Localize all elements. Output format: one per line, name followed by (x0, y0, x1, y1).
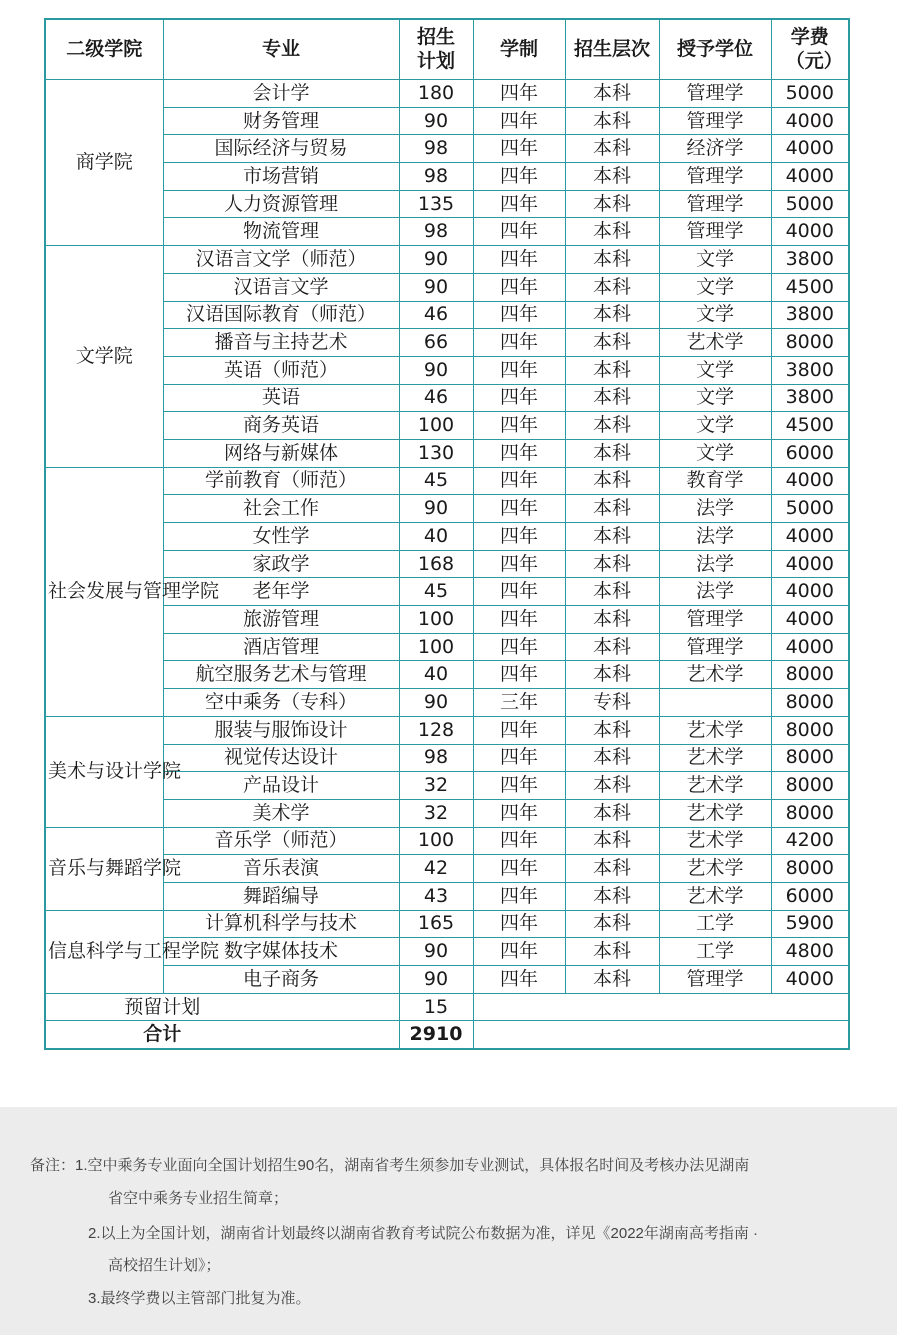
plan-cell: 40 (399, 523, 473, 551)
level-cell: 本科 (565, 938, 659, 966)
duration-cell: 四年 (473, 855, 565, 883)
fee-cell: 5000 (771, 80, 849, 108)
fee-cell: 3800 (771, 246, 849, 274)
degree-cell: 管理学 (659, 633, 771, 661)
degree-cell: 管理学 (659, 966, 771, 994)
plan-cell: 45 (399, 578, 473, 606)
level-cell: 本科 (565, 356, 659, 384)
degree-cell: 艺术学 (659, 329, 771, 357)
duration-cell: 四年 (473, 633, 565, 661)
level-cell: 本科 (565, 578, 659, 606)
table-header-row (45, 19, 849, 80)
duration-cell: 四年 (473, 246, 565, 274)
fee-cell: 4000 (771, 606, 849, 634)
major-cell: 学前教育（师范） (163, 467, 399, 495)
plan-cell: 90 (399, 356, 473, 384)
duration-cell: 四年 (473, 966, 565, 994)
level-cell: 专科 (565, 689, 659, 717)
table-row (45, 273, 849, 301)
major-cell: 音乐表演 (163, 855, 399, 883)
level-cell: 本科 (565, 218, 659, 246)
enrollment-plan-table (44, 18, 850, 1050)
duration-cell: 四年 (473, 772, 565, 800)
level-cell: 本科 (565, 190, 659, 218)
duration-cell: 四年 (473, 384, 565, 412)
fee-cell: 3800 (771, 384, 849, 412)
duration-cell: 四年 (473, 467, 565, 495)
header-fee (771, 19, 849, 80)
table-row (45, 467, 849, 495)
fee-cell: 4000 (771, 633, 849, 661)
duration-cell: 四年 (473, 80, 565, 108)
level-cell: 本科 (565, 744, 659, 772)
table-row (45, 966, 849, 994)
fee-cell: 4500 (771, 273, 849, 301)
plan-cell: 98 (399, 744, 473, 772)
table-row (45, 661, 849, 689)
major-cell: 英语（师范） (163, 356, 399, 384)
degree-cell: 管理学 (659, 218, 771, 246)
plan-cell: 90 (399, 495, 473, 523)
duration-cell: 四年 (473, 744, 565, 772)
fee-cell: 4800 (771, 938, 849, 966)
table-row (45, 190, 849, 218)
level-cell: 本科 (565, 606, 659, 634)
plan-cell: 90 (399, 689, 473, 717)
plan-cell: 100 (399, 412, 473, 440)
major-cell: 社会工作 (163, 495, 399, 523)
major-cell: 旅游管理 (163, 606, 399, 634)
duration-cell: 四年 (473, 301, 565, 329)
note-line-1: 备注：1.空中乘务专业面向全国计划招生90名，湖南省考生须参加专业测试，具体报名时间及考核办法见湖南 (30, 1157, 750, 1174)
fee-cell: 4000 (771, 550, 849, 578)
plan-cell: 42 (399, 855, 473, 883)
degree-cell: 艺术学 (659, 744, 771, 772)
degree-cell: 工学 (659, 910, 771, 938)
major-cell: 国际经济与贸易 (163, 135, 399, 163)
level-cell: 本科 (565, 384, 659, 412)
duration-cell: 四年 (473, 550, 565, 578)
level-cell: 本科 (565, 439, 659, 467)
degree-cell: 艺术学 (659, 799, 771, 827)
major-cell: 数字媒体技术 (163, 938, 399, 966)
major-cell: 物流管理 (163, 218, 399, 246)
major-cell: 舞蹈编导 (163, 882, 399, 910)
fee-cell: 4000 (771, 467, 849, 495)
fee-cell: 8000 (771, 329, 849, 357)
plan-cell: 90 (399, 246, 473, 274)
level-cell: 本科 (565, 661, 659, 689)
degree-cell: 管理学 (659, 80, 771, 108)
header-duration: 学制 (473, 19, 565, 80)
note-line-2: 2.以上为全国计划，湖南省计划最终以湖南省教育考试院公布数据为准，详见《2022年湖南高考指南 · (88, 1225, 759, 1242)
table-row (45, 107, 849, 135)
table-row (45, 135, 849, 163)
table-row (45, 246, 849, 274)
major-cell: 汉语国际教育（师范） (163, 301, 399, 329)
degree-cell: 法学 (659, 550, 771, 578)
fee-cell: 8000 (771, 744, 849, 772)
header-degree: 授予学位 (659, 19, 771, 80)
degree-cell: 艺术学 (659, 661, 771, 689)
fee-cell: 6000 (771, 439, 849, 467)
degree-cell: 文学 (659, 412, 771, 440)
header-major: 专业 (163, 19, 399, 80)
table-row (45, 716, 849, 744)
plan-cell: 90 (399, 107, 473, 135)
college-name: 音乐与舞蹈学院 (45, 827, 163, 910)
fee-cell: 4000 (771, 107, 849, 135)
fee-cell: 8000 (771, 716, 849, 744)
duration-cell: 四年 (473, 827, 565, 855)
total-label: 合计 (45, 1021, 399, 1049)
level-cell: 本科 (565, 772, 659, 800)
college-name: 文学院 (45, 246, 163, 468)
level-cell: 本科 (565, 246, 659, 274)
duration-cell: 四年 (473, 218, 565, 246)
plan-cell: 90 (399, 966, 473, 994)
major-cell: 人力资源管理 (163, 190, 399, 218)
fee-cell: 4500 (771, 412, 849, 440)
major-cell: 网络与新媒体 (163, 439, 399, 467)
degree-cell: 文学 (659, 384, 771, 412)
total-value: 2910 (399, 1021, 473, 1049)
plan-cell: 130 (399, 439, 473, 467)
fee-cell: 4000 (771, 163, 849, 191)
total-empty (473, 1021, 849, 1049)
table-row (45, 218, 849, 246)
header-fee-text: 学费（元） (785, 25, 843, 72)
major-cell: 老年学 (163, 578, 399, 606)
note-line-1-cont: 省空中乘务专业招生简章； (108, 1190, 289, 1207)
degree-cell: 文学 (659, 356, 771, 384)
fee-cell: 5000 (771, 495, 849, 523)
level-cell: 本科 (565, 135, 659, 163)
duration-cell: 四年 (473, 439, 565, 467)
degree-cell: 法学 (659, 495, 771, 523)
plan-cell: 100 (399, 633, 473, 661)
level-cell: 本科 (565, 855, 659, 883)
fee-cell: 8000 (771, 689, 849, 717)
level-cell: 本科 (565, 910, 659, 938)
fee-cell: 8000 (771, 855, 849, 883)
college-name: 社会发展与管理学院 (45, 467, 163, 716)
plan-cell: 180 (399, 80, 473, 108)
degree-cell: 法学 (659, 523, 771, 551)
plan-cell: 98 (399, 163, 473, 191)
duration-cell: 四年 (473, 495, 565, 523)
table-row (45, 689, 849, 717)
major-cell: 商务英语 (163, 412, 399, 440)
major-cell: 视觉传达设计 (163, 744, 399, 772)
duration-cell: 四年 (473, 107, 565, 135)
plan-cell: 46 (399, 384, 473, 412)
major-cell: 空中乘务（专科） (163, 689, 399, 717)
college-name: 美术与设计学院 (45, 716, 163, 827)
fee-cell: 4000 (771, 523, 849, 551)
table-row (45, 799, 849, 827)
major-cell: 英语 (163, 384, 399, 412)
degree-cell: 管理学 (659, 606, 771, 634)
table-row (45, 80, 849, 108)
degree-cell: 文学 (659, 273, 771, 301)
level-cell: 本科 (565, 495, 659, 523)
level-cell: 本科 (565, 799, 659, 827)
plan-cell: 43 (399, 882, 473, 910)
reserve-label: 预留计划 (45, 993, 399, 1021)
table-row (45, 163, 849, 191)
table-row (45, 550, 849, 578)
table-row (45, 329, 849, 357)
total-row (45, 1021, 849, 1049)
major-cell: 女性学 (163, 523, 399, 551)
fee-cell: 8000 (771, 772, 849, 800)
fee-cell: 4200 (771, 827, 849, 855)
major-cell: 会计学 (163, 80, 399, 108)
duration-cell: 四年 (473, 910, 565, 938)
table-row (45, 606, 849, 634)
degree-cell: 教育学 (659, 467, 771, 495)
table-row (45, 301, 849, 329)
table-row (45, 439, 849, 467)
major-cell: 电子商务 (163, 966, 399, 994)
level-cell: 本科 (565, 633, 659, 661)
major-cell: 产品设计 (163, 772, 399, 800)
degree-cell: 艺术学 (659, 716, 771, 744)
reserve-empty (473, 993, 849, 1021)
degree-cell: 文学 (659, 439, 771, 467)
major-cell: 市场营销 (163, 163, 399, 191)
plan-cell: 90 (399, 938, 473, 966)
level-cell: 本科 (565, 716, 659, 744)
level-cell: 本科 (565, 107, 659, 135)
college-name: 信息科学与工程学院 (45, 910, 163, 993)
degree-cell: 管理学 (659, 163, 771, 191)
major-cell: 美术学 (163, 799, 399, 827)
college-name: 商学院 (45, 80, 163, 246)
degree-cell (659, 689, 771, 717)
table-body (45, 80, 849, 1050)
note-line-2-cont: 高校招生计划》； (108, 1257, 221, 1274)
degree-cell: 文学 (659, 246, 771, 274)
major-cell: 播音与主持艺术 (163, 329, 399, 357)
degree-cell: 管理学 (659, 190, 771, 218)
table-row (45, 523, 849, 551)
level-cell: 本科 (565, 163, 659, 191)
degree-cell: 艺术学 (659, 882, 771, 910)
table-row (45, 356, 849, 384)
degree-cell: 经济学 (659, 135, 771, 163)
degree-cell: 工学 (659, 938, 771, 966)
duration-cell: 四年 (473, 716, 565, 744)
level-cell: 本科 (565, 523, 659, 551)
level-cell: 本科 (565, 273, 659, 301)
plan-cell: 45 (399, 467, 473, 495)
degree-cell: 艺术学 (659, 827, 771, 855)
plan-cell: 66 (399, 329, 473, 357)
degree-cell: 文学 (659, 301, 771, 329)
degree-cell: 艺术学 (659, 855, 771, 883)
duration-cell: 四年 (473, 273, 565, 301)
level-cell: 本科 (565, 467, 659, 495)
table-row (45, 827, 849, 855)
level-cell: 本科 (565, 80, 659, 108)
duration-cell: 四年 (473, 938, 565, 966)
reserve-value: 15 (399, 993, 473, 1021)
plan-cell: 100 (399, 606, 473, 634)
major-cell: 酒店管理 (163, 633, 399, 661)
major-cell: 计算机科学与技术 (163, 910, 399, 938)
major-cell: 服装与服饰设计 (163, 716, 399, 744)
major-cell: 家政学 (163, 550, 399, 578)
fee-cell: 8000 (771, 799, 849, 827)
fee-cell: 5000 (771, 190, 849, 218)
major-cell: 音乐学（师范） (163, 827, 399, 855)
notes-panel (0, 1107, 897, 1335)
plan-cell: 100 (399, 827, 473, 855)
plan-cell: 168 (399, 550, 473, 578)
duration-cell: 四年 (473, 190, 565, 218)
fee-cell: 3800 (771, 356, 849, 384)
plan-cell: 90 (399, 273, 473, 301)
level-cell: 本科 (565, 827, 659, 855)
level-cell: 本科 (565, 550, 659, 578)
major-cell: 航空服务艺术与管理 (163, 661, 399, 689)
duration-cell: 四年 (473, 523, 565, 551)
fee-cell: 6000 (771, 882, 849, 910)
fee-cell: 8000 (771, 661, 849, 689)
header-plan (399, 19, 473, 80)
plan-cell: 128 (399, 716, 473, 744)
reserve-row (45, 993, 849, 1021)
plan-cell: 135 (399, 190, 473, 218)
fee-cell: 4000 (771, 218, 849, 246)
duration-cell: 四年 (473, 578, 565, 606)
level-cell: 本科 (565, 329, 659, 357)
duration-cell: 四年 (473, 606, 565, 634)
duration-cell: 四年 (473, 135, 565, 163)
table-row (45, 412, 849, 440)
fee-cell: 3800 (771, 301, 849, 329)
level-cell: 本科 (565, 882, 659, 910)
table-row (45, 633, 849, 661)
degree-cell: 法学 (659, 578, 771, 606)
fee-cell: 4000 (771, 135, 849, 163)
fee-cell: 4000 (771, 578, 849, 606)
plan-cell: 40 (399, 661, 473, 689)
fee-cell: 4000 (771, 966, 849, 994)
level-cell: 本科 (565, 412, 659, 440)
duration-cell: 三年 (473, 689, 565, 717)
plan-cell: 98 (399, 218, 473, 246)
table-row (45, 495, 849, 523)
plan-cell: 165 (399, 910, 473, 938)
plan-cell: 32 (399, 799, 473, 827)
major-cell: 汉语言文学 (163, 273, 399, 301)
enrollment-plan-table-wrapper (44, 18, 848, 1050)
table-row (45, 384, 849, 412)
major-cell: 汉语言文学（师范） (163, 246, 399, 274)
plan-cell: 32 (399, 772, 473, 800)
duration-cell: 四年 (473, 661, 565, 689)
duration-cell: 四年 (473, 882, 565, 910)
header-plan-text: 招生计划 (416, 25, 455, 72)
fee-cell: 5900 (771, 910, 849, 938)
duration-cell: 四年 (473, 799, 565, 827)
level-cell: 本科 (565, 301, 659, 329)
table-row (45, 910, 849, 938)
degree-cell: 艺术学 (659, 772, 771, 800)
level-cell: 本科 (565, 966, 659, 994)
major-cell: 财务管理 (163, 107, 399, 135)
duration-cell: 四年 (473, 412, 565, 440)
degree-cell: 管理学 (659, 107, 771, 135)
header-college: 二级学院 (45, 19, 163, 80)
duration-cell: 四年 (473, 163, 565, 191)
table-row (45, 882, 849, 910)
note-line-3: 3.最终学费以主管部门批复为准。 (88, 1290, 311, 1307)
duration-cell: 四年 (473, 356, 565, 384)
plan-cell: 46 (399, 301, 473, 329)
plan-cell: 98 (399, 135, 473, 163)
duration-cell: 四年 (473, 329, 565, 357)
header-level: 招生层次 (565, 19, 659, 80)
